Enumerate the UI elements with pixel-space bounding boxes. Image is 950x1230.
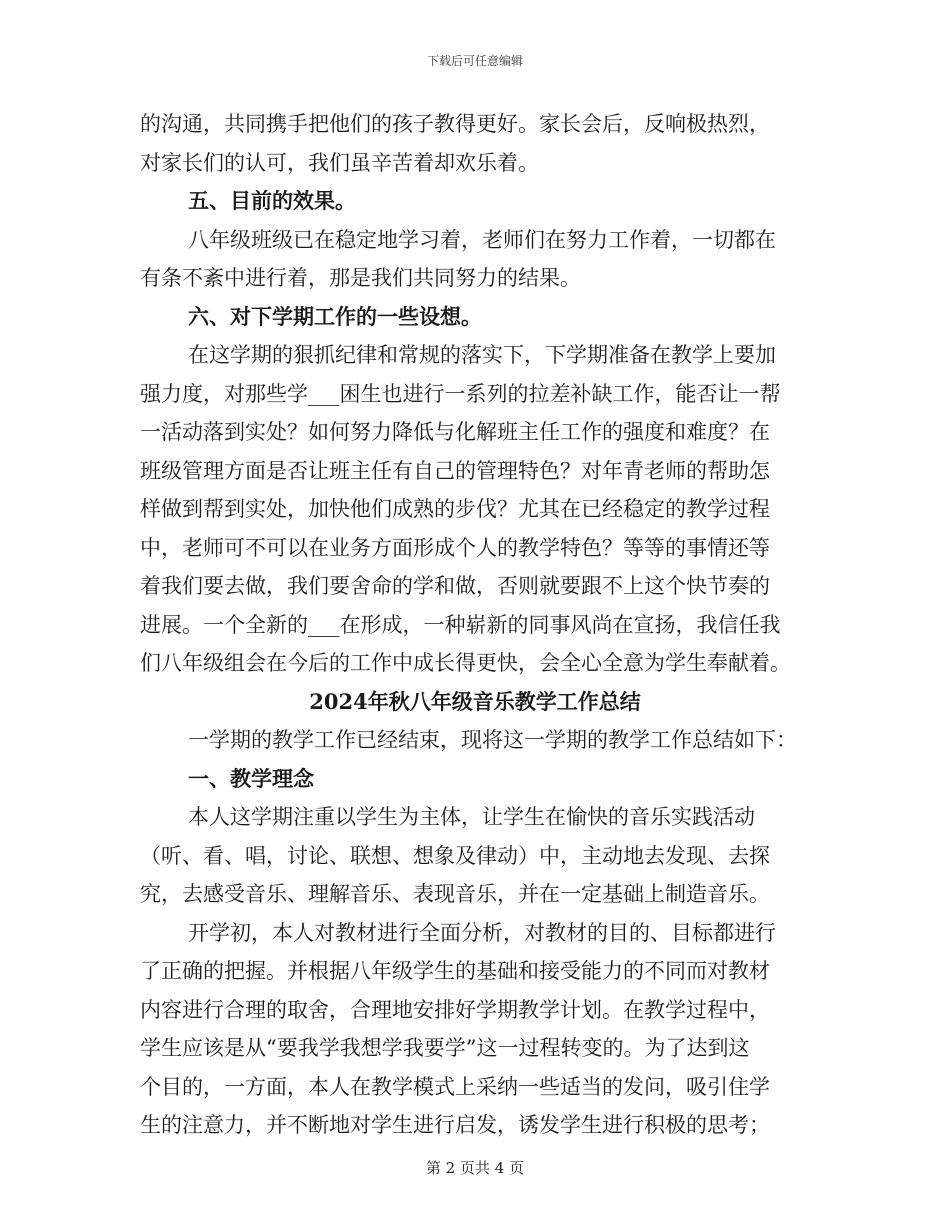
paragraph-line: 一活动落到实处？如何努力降低与化解班主任工作的强度和难度？在 <box>140 420 770 444</box>
paragraph-line: 一学期的教学工作已经结束，现将这一学期的教学工作总结如下： <box>188 728 797 752</box>
paragraph-line: 本人这学期注重以学生为主体，让学生在愉快的音乐实践活动 <box>188 805 755 829</box>
paragraph-line: 内容进行合理的取舍，合理地安排好学期教学计划。在教学过程中， <box>140 997 770 1022</box>
paragraph-line: 强力度，对那些学___困生也进行一系列的拉差补缺工作，能否让一帮 <box>140 381 781 406</box>
page-header: 下载后可任意编辑 <box>426 54 523 68</box>
paragraph-line: 开学初，本人对教材进行全面分析，对教材的目的、目标都进行 <box>188 920 776 945</box>
paragraph-line: 了正确的把握。并根据八年级学生的基础和接受能力的不同而对教材 <box>140 959 770 983</box>
paragraph-line: 学生应该是从“要我学我想学我要学”这一过程转变的。为了达到这 <box>140 1036 750 1060</box>
paragraph-line: （听、看、唱，讨论、联想、想象及律动）中，主动地去发现、去探 <box>140 843 770 868</box>
paragraph-line: 有条不紊中进行着，那是我们共同努力的结果。 <box>140 266 581 290</box>
paragraph-line: 在这学期的狠抓纪律和常规的落实下，下学期准备在教学上要加 <box>188 343 776 367</box>
paragraph-line: 生的注意力，并不断地对学生进行启发，诱发学生进行积极的思考； <box>140 1113 770 1137</box>
paragraph-line: 中，老师可不可以在业务方面形成个人的教学特色？等等的事情还等 <box>140 535 770 560</box>
page-number: 第 2 页共 4 页 <box>425 1159 525 1177</box>
paragraph-line: 样做到帮到实处，加快他们成熟的步伐？尤其在已经稳定的教学过程 <box>140 497 770 521</box>
section-heading-5: 五、目前的效果。 <box>188 188 356 213</box>
document-title: 2024年秋八年级音乐教学工作总结 <box>309 688 641 714</box>
paragraph-line: 进展。一个全新的___在形成，一种崭新的同事风尚在宣扬，我信任我 <box>140 612 781 637</box>
paragraph-line: 着我们要去做，我们要舍命的学和做，否则就要跟不上这个快节奏的 <box>140 574 770 598</box>
section-heading-1: 一、教学理念 <box>188 765 314 791</box>
paragraph-line: 们八年级组会在今后的工作中成长得更快，会全心全意为学生奉献着。 <box>140 651 791 675</box>
document-body <box>140 105 810 1145</box>
paragraph-line: 究，去感受音乐、理解音乐、表现音乐，并在一定基础上制造音乐。 <box>140 882 770 906</box>
paragraph-line: 对家长们的认可，我们虽辛苦着却欢乐着。 <box>140 150 539 175</box>
paragraph-line: 八年级班级已在稳定地学习着，老师们在努力工作着，一切都在 <box>188 227 776 252</box>
paragraph-line: 个目的，一方面，本人在教学模式上采纳一些适当的发问，吸引住学 <box>140 1074 770 1099</box>
paragraph-line: 班级管理方面是否让班主任有自己的管理特色？对年青老师的帮助怎 <box>140 458 770 483</box>
paragraph-line: 的沟通，共同携手把他们的孩子教得更好。家长会后，反响极热烈， <box>140 112 770 136</box>
section-heading-6: 六、对下学期工作的一些设想。 <box>188 303 482 329</box>
